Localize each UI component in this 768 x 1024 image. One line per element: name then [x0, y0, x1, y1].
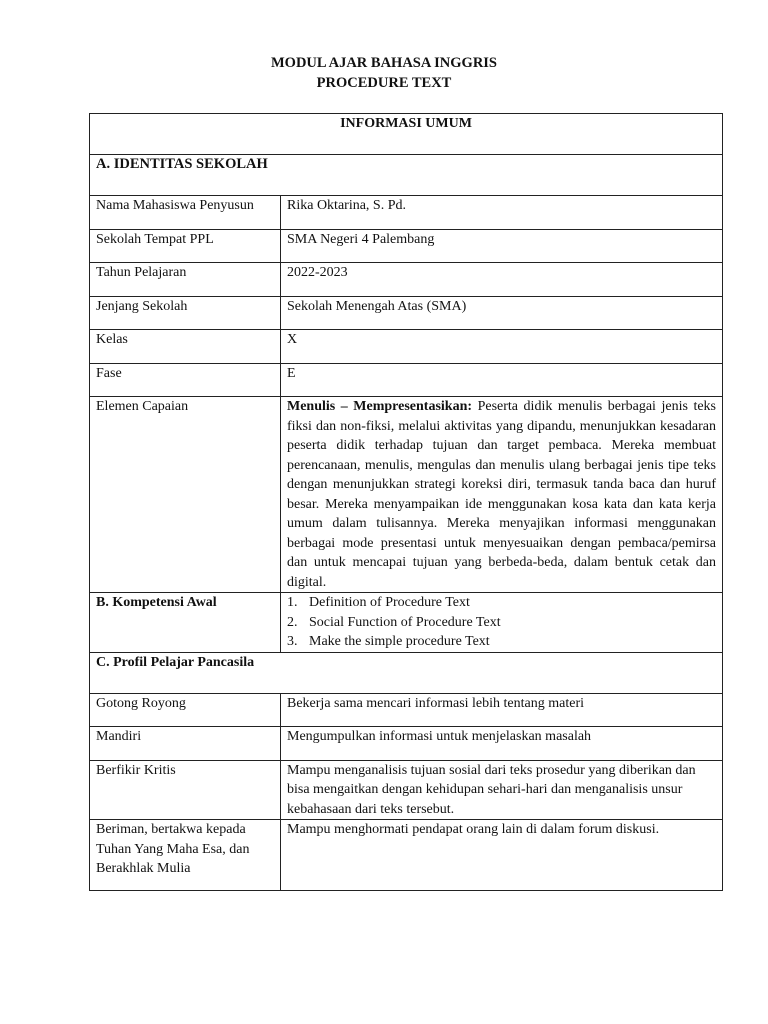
table-row [90, 760, 723, 820]
row-label: Mandiri [90, 727, 281, 761]
row-value: Rika Oktarina, S. Pd. [281, 196, 723, 230]
row-label: Jenjang Sekolah [90, 296, 281, 330]
table-header: INFORMASI UMUM [90, 114, 723, 155]
row-label: Beriman, bertakwa kepada Tuhan Yang Maha Esa, dan Berakhlak Mulia [90, 820, 281, 891]
kompetensi-awal-heading: B. Kompetensi Awal [90, 593, 281, 653]
table-row [90, 263, 723, 297]
row-label: Gotong Royong [90, 693, 281, 727]
table-row [90, 296, 723, 330]
row-label: Elemen Capaian [90, 397, 281, 593]
row-value: E [281, 363, 723, 397]
row-value: Bekerja sama mencari informasi lebih tentang materi [281, 693, 723, 727]
list-item [287, 632, 716, 652]
row-value: SMA Negeri 4 Palembang [281, 229, 723, 263]
row-label: Tahun Pelajaran [90, 263, 281, 297]
elemen-capaian-text [281, 397, 723, 593]
section-a-heading: A. IDENTITAS SEKOLAH [90, 155, 723, 196]
table-row [90, 229, 723, 263]
section-c-heading: C. Profil Pelajar Pancasila [90, 652, 723, 693]
kompetensi-awal-list-cell [281, 593, 723, 653]
row-label: Nama Mahasiswa Penyusun [90, 196, 281, 230]
row-label: Berfikir Kritis [90, 760, 281, 820]
row-value: Mengumpulkan informasi untuk menjelaskan masalah [281, 727, 723, 761]
list-item [287, 593, 716, 613]
kompetensi-awal-row [90, 593, 723, 653]
row-value: Mampu menghormati pendapat orang lain di dalam forum diskusi. [281, 820, 723, 891]
list-item-text: Make the simple procedure Text [309, 634, 490, 649]
list-item-number: 1. [287, 595, 298, 610]
section-c-row [90, 652, 723, 693]
title-line-2: PROCEDURE TEXT [316, 75, 452, 91]
list-item-text: Definition of Procedure Text [309, 595, 470, 610]
row-value: X [281, 330, 723, 364]
list-item-number: 3. [287, 634, 298, 649]
elemen-capaian-lead: Menulis – Mempresentasikan: [287, 399, 473, 414]
table-row [90, 330, 723, 364]
row-label: Kelas [90, 330, 281, 364]
table-row [90, 363, 723, 397]
table-row [90, 727, 723, 761]
list-item-number: 2. [287, 614, 298, 630]
table-header-row [90, 114, 723, 155]
info-table [89, 113, 723, 891]
row-value: Sekolah Menengah Atas (SMA) [281, 296, 723, 330]
section-a-row [90, 155, 723, 196]
elemen-capaian-body: Peserta didik menulis berbagai jenis teks fiksi dan non-fiksi, melalui aktivitas yang dipandu, menunjukkan kesadaran peserta didik terhadap tujuan dan target pembaca. Mereka membuat perencanaan, menulis, mengulas dan menulis ulang berbagai jenis tipe teks dengan menunjukkan strategi koreksi diri, termasuk tanda baca dan huruf besar. Mereka menyampaikan ide menggunakan kosa kata dan kata kerja umum dalam tulisannya. Mereka menyajikan informasi menggunakan berbagai mode presentasi untuk menyesuaikan dengan pembaca/pemirsa dan untuk mencapai tujuan yang berbeda-beda, dalam bentuk cetak dan digital. [287, 399, 717, 590]
title-line-1: MODUL AJAR BAHASA INGGRIS [271, 55, 497, 71]
row-value: Mampu menganalisis tujuan sosial dari teks prosedur yang diberikan dan bisa mengaitkan dengan kehidupan sehari-hari dan menganalisis unsur kebahasaan dari teks tersebut. [281, 760, 723, 820]
table-row [90, 693, 723, 727]
list-item-text: Social Function of Procedure Text [309, 614, 501, 630]
list-item [287, 613, 716, 633]
table-row [90, 820, 723, 891]
row-label: Fase [90, 363, 281, 397]
row-value: 2022-2023 [281, 263, 723, 297]
document-title [0, 53, 768, 93]
row-label: Sekolah Tempat PPL [90, 229, 281, 263]
elemen-capaian-row [90, 397, 723, 593]
table-row [90, 196, 723, 230]
kompetensi-list [287, 593, 716, 652]
